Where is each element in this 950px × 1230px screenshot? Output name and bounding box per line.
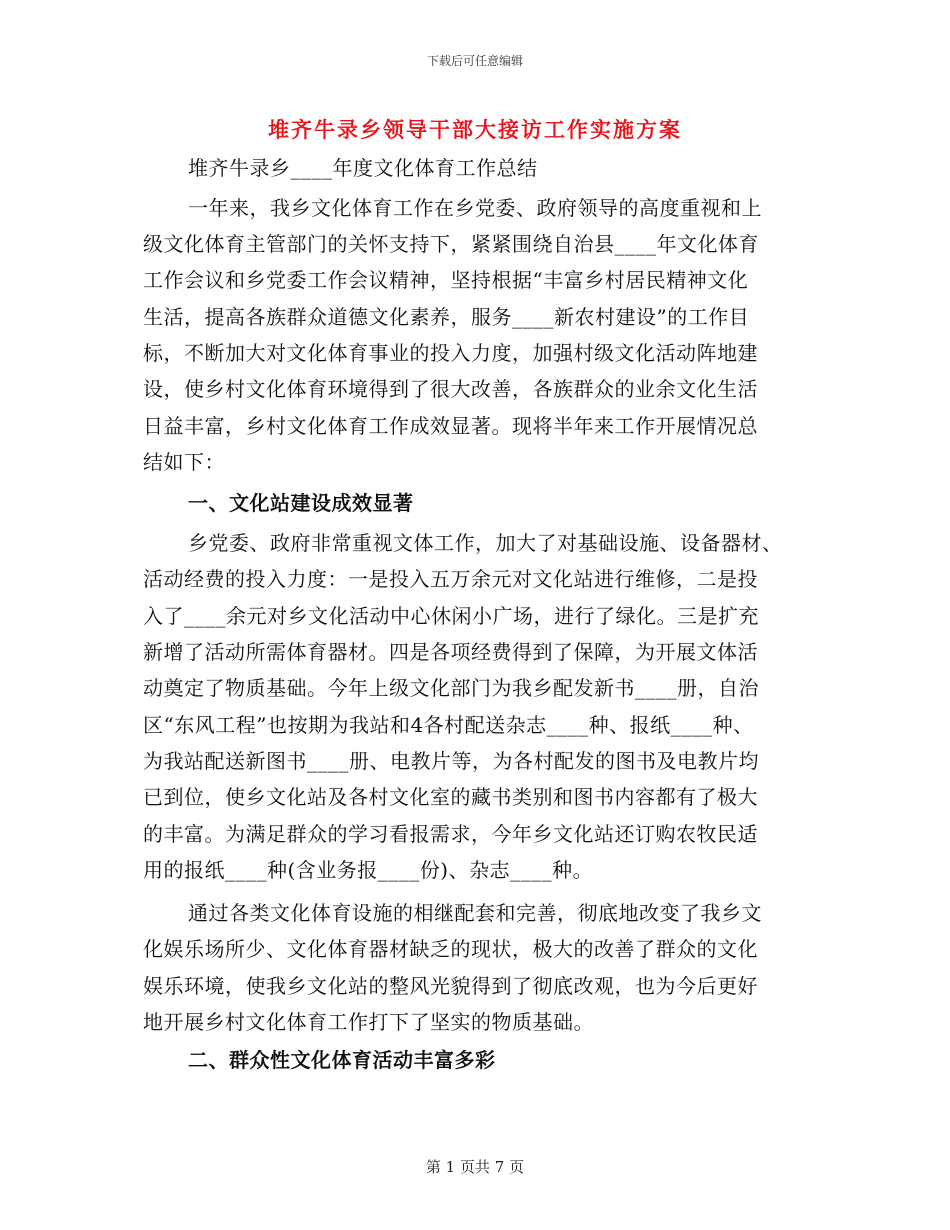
paragraph-line: 的丰富。为满足群众的学习看报需求，今年乡文化站还订购农牧民适 — [143, 822, 758, 846]
paragraph-line: 乡党委、政府非常重视文体工作，加大了对基础设施、设备器材、 — [188, 531, 783, 555]
paragraph-line: 工作会议和乡党委工作会议精神，坚持根据“丰富乡村居民精神文化 — [143, 268, 749, 292]
subtitle-line: 堆齐牛录乡____年度文化体育工作总结 — [188, 156, 538, 180]
paragraph-line: 一年来，我乡文化体育工作在乡党委、政府领导的高度重视和上 — [188, 196, 762, 220]
paragraph-line: 级文化体育主管部门的关怀支持下，紧紧围绕自治县____年文化体育 — [143, 232, 759, 256]
paragraph-line: 化娱乐场所少、文化体育器材缺乏的现状，极大的改善了群众的文化 — [143, 937, 758, 961]
paragraph-line: 已到位，使乡文化站及各村文化室的藏书类别和图书内容都有了极大 — [143, 785, 758, 809]
section-heading: 二、群众性文化体育活动丰富多彩 — [188, 1048, 496, 1072]
paragraph-line: 地开展乡村文化体育工作打下了坚实的物质基础。 — [143, 1010, 594, 1034]
paragraph-line: 入了____余元对乡文化活动中心休闲小广场，进行了绿化。三是扩充 — [143, 604, 759, 628]
paragraph-line: 通过各类文化体育设施的相继配套和完善，彻底地改变了我乡文 — [188, 901, 762, 925]
paragraph-line: 标，不断加大对文化体育事业的投入力度，加强村级文化活动阵地建 — [143, 341, 758, 365]
paragraph-line: 区“东风工程”也按期为我站和4各村配送杂志____种、报纸____种、 — [143, 713, 754, 737]
section-heading: 一、文化站建设成效显著 — [188, 491, 414, 515]
header-note: 下载后可任意编辑 — [426, 54, 523, 68]
paragraph-line: 新增了活动所需体育器材。四是各项经费得到了保障，为开展文体活 — [143, 640, 758, 664]
paragraph-line: 结如下： — [143, 450, 225, 474]
paragraph-line: 娱乐环境，使我乡文化站的整风光貌得到了彻底改观，也为今后更好 — [143, 974, 758, 998]
paragraph-line: 设，使乡村文化体育环境得到了很大改善，各族群众的业余文化生活 — [143, 377, 758, 401]
document-title: 堆齐牛录乡领导干部大接访工作实施方案 — [268, 118, 682, 142]
paragraph-line: 生活，提高各族群众道德文化素养，服务____新农村建设”的工作目 — [143, 305, 750, 329]
paragraph-line: 动奠定了物质基础。今年上级文化部门为我乡配发新书____册，自治 — [143, 676, 759, 700]
paragraph-line: 用的报纸____种(含业务报____份)、杂志____种。 — [143, 858, 594, 882]
paragraph-line: 日益丰富，乡村文化体育工作成效显著。现将半年来工作开展情况总 — [143, 414, 758, 438]
paragraph-line: 为我站配送新图书____册、电教片等，为各村配发的图书及电教片均 — [143, 749, 759, 773]
page-indicator: 第 1 页共 7 页 — [425, 1158, 525, 1176]
paragraph-line: 活动经费的投入力度：一是投入五万余元对文化站进行维修，二是投 — [143, 567, 758, 591]
